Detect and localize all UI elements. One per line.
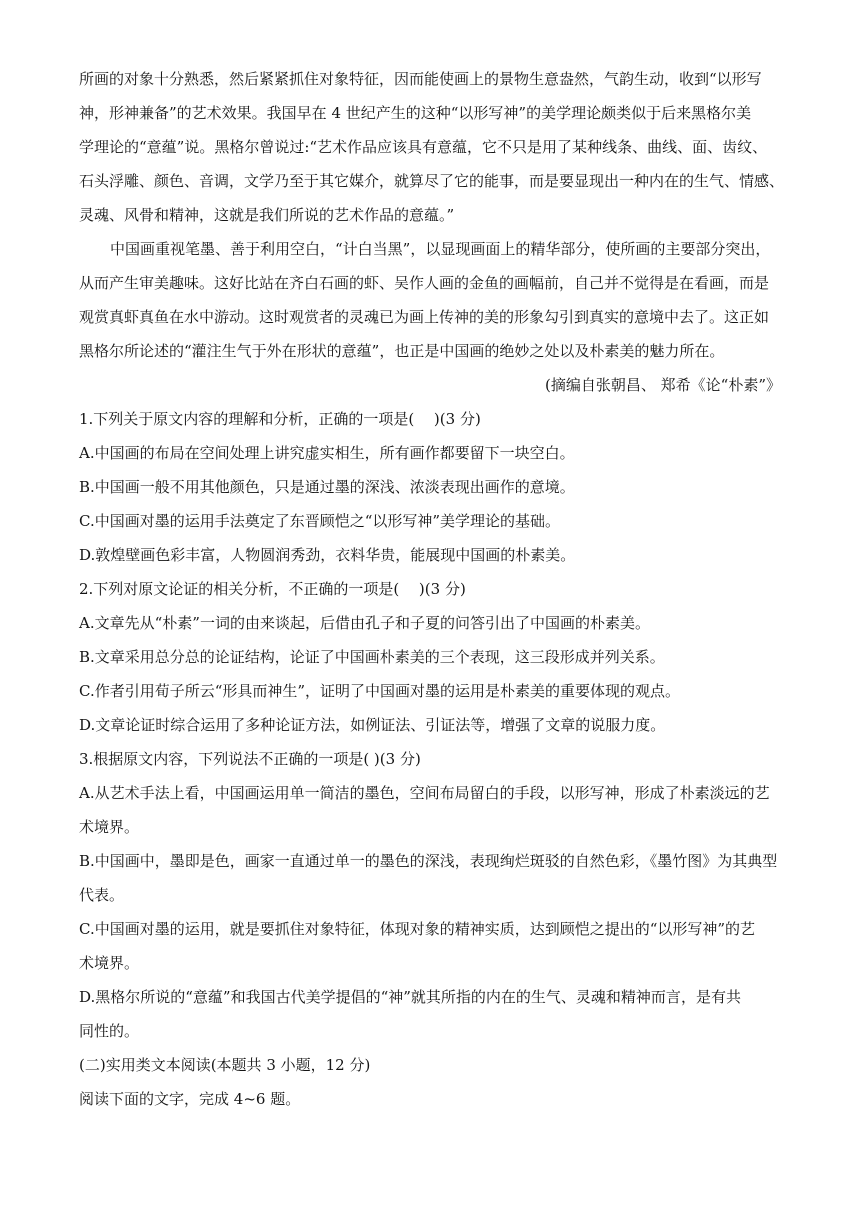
question-option: B.文章采用总分总的论证结构，论证了中国画朴素美的三个表现，这三段形成并列关系。 [79, 648, 665, 666]
question-option: B.中国画中，墨即是色，画家一直通过单一的墨色的深浅，表现绚烂斑驳的自然色彩，《墨竹图》为其典型 [79, 852, 778, 870]
question-stem: 3.根据原文内容，下列说法不正确的一项是( )(3 分) [79, 750, 421, 768]
question-option: D.黑格尔所说的“意蕴”和我国古代美学提倡的“神”就其所指的内在的生气、灵魂和精神而言，是有共 [79, 988, 741, 1006]
source-citation: (摘编自张朝昌、 郑希《论“朴素”》 [545, 376, 781, 394]
question-stem: 1.下列关于原文内容的理解和分析，正确的一项是( )(3 分) [79, 410, 481, 428]
question-option: A.从艺术手法上看，中国画运用单一简洁的墨色，空间布局留白的手段，以形写神，形成了朴素淡远的艺 [79, 784, 770, 802]
passage-line: 神，形神兼备”的艺术效果。我国早在 4 世纪产生的这种“以形写神”的美学理论颇类似于后来黑格尔美 [79, 104, 752, 122]
question-option: A.文章先从“朴素”一词的由来谈起，后借由孔子和子夏的问答引出了中国画的朴素美。 [79, 614, 650, 632]
section-instruction: 阅读下面的文字，完成 4~6 题。 [79, 1090, 301, 1108]
question-stem: 2.下列对原文论证的相关分析，不正确的一项是( )(3 分) [79, 580, 466, 598]
section-heading: (二)实用类文本阅读(本题共 3 小题，12 分) [79, 1056, 371, 1074]
question-option: C.中国画对墨的运用，就是要抓住对象特征，体现对象的精神实质，达到顾恺之提出的“以形写神”的艺 [79, 920, 756, 938]
question-option: D.文章论证时综合运用了多种论证方法，如例证法、引证法等，增强了文章的说服力度。 [79, 716, 666, 734]
passage-line: 从而产生审美趣味。这好比站在齐白石画的虾、吴作人画的金鱼的画幅前，自己并不觉得是在看画，而是 [79, 274, 770, 292]
question-option: A.中国画的布局在空间处理上讲究虚实相生，所有画作都要留下一块空白。 [79, 444, 575, 462]
passage-line: 所画的对象十分熟悉，然后紧紧抓住对象特征，因而能使画上的景物生意盎然，气韵生动，收到“以形写 [79, 70, 762, 88]
question-option-continuation: 代表。 [79, 886, 125, 904]
passage-line: 中国画重视笔墨、善于利用空白，“计白当黑”，以显现画面上的精华部分，使所画的主要部分突出， [110, 240, 771, 258]
passage-line: 灵魂、风骨和精神，这就是我们所说的艺术作品的意蕴。” [79, 206, 455, 224]
question-option-continuation: 同性的。 [79, 1022, 140, 1040]
passage-line: 石头浮雕、颜色、音调，文学乃至于其它媒介，就算尽了它的能事，而是要显现出一种内在的生气、情感、 [79, 172, 785, 190]
passage-line: 学理论的“意蕴”说。黑格尔曾说过:“艺术作品应该具有意蕴，它不只是用了某种线条、曲线、面、齿纹、 [79, 138, 768, 156]
question-option: B.中国画一般不用其他颜色，只是通过墨的深浅、浓淡表现出画作的意境。 [79, 478, 575, 496]
question-option: C.作者引用荀子所云“形具而神生”，证明了中国画对墨的运用是朴素美的重要体现的观点。 [79, 682, 681, 700]
question-option: C.中国画对墨的运用手法奠定了东晋顾恺之“以形写神”美学理论的基础。 [79, 512, 561, 530]
passage-line: 观赏真虾真鱼在水中游动。这时观赏者的灵魂已为画上传神的美的形象勾引到真实的意境中去了。这正如 [79, 308, 770, 326]
question-option-continuation: 术境界。 [79, 954, 140, 972]
question-option-continuation: 术境界。 [79, 818, 140, 836]
question-option: D.敦煌壁画色彩丰富，人物圆润秀劲，衣料华贵，能展现中国画的朴素美。 [79, 546, 576, 564]
passage-line: 黑格尔所论述的“灌注生气于外在形状的意蕴”，也正是中国画的绝妙之处以及朴素美的魅力所在。 [79, 342, 725, 360]
